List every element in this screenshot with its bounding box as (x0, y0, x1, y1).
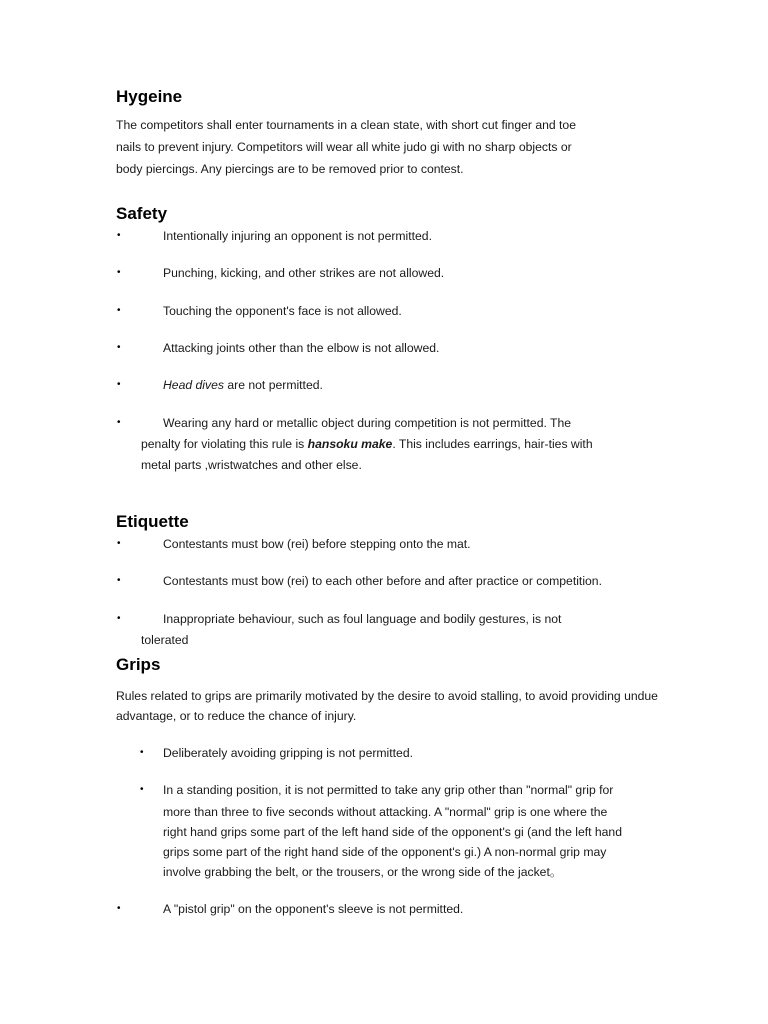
hygiene-line-3: body piercings. Any piercings are to be removed prior to contest. (116, 162, 464, 176)
etiquette-item-2: Contestants must bow (rei) to each other before and after practice or competition. (163, 574, 602, 588)
safety-item-5-rest: are not permitted. (223, 378, 323, 392)
bullet-icon: • (117, 417, 121, 428)
bullet-icon: • (140, 747, 144, 758)
safety-item-6-line-1: Wearing any hard or metallic object during competition is not permitted. The (163, 416, 572, 430)
etiquette-heading: Etiquette (116, 512, 189, 531)
safety-item-4: Attacking joints other than the elbow is not allowed. (163, 341, 440, 355)
hygiene-line-1: The competitors shall enter tournaments in a clean state, with short cut finger and toe (116, 118, 576, 132)
grips-item-3: A "pistol grip" on the opponent's sleeve is not permitted. (163, 902, 464, 916)
hansoku-make-term: hansoku make (307, 437, 393, 451)
safety-item-5 (163, 377, 323, 393)
grips-item-1: Deliberately avoiding gripping is not permitted. (163, 746, 413, 760)
bullet-icon: • (117, 230, 121, 241)
bullet-icon: • (117, 379, 121, 390)
safety-heading: Safety (116, 204, 168, 223)
grips-intro-line-2: advantage, or to reduce the chance of injury. (116, 709, 357, 723)
hygiene-line-2: nails to prevent injury. Competitors will wear all white judo gi with no sharp objects or (116, 140, 572, 154)
bullet-icon: • (117, 613, 121, 624)
safety-item-6-line-2-post: . This includes earrings, hair-ties with (392, 437, 593, 451)
safety-item-6-line-2-pre: penalty for violating this rule is (141, 437, 308, 451)
grips-heading: Grips (116, 655, 161, 674)
etiquette-item-1: Contestants must bow (rei) before stepping onto the mat. (163, 537, 471, 551)
grips-item-2-line-3: right hand grips some part of the left hand side of the opponent's gi (and the left hand (163, 825, 622, 839)
grips-item-2-line-5: involve grabbing the belt, or the trousers, or the wrong side of the jacket。 (163, 865, 563, 879)
safety-item-1: Intentionally injuring an opponent is not permitted. (163, 229, 432, 243)
bullet-icon: • (117, 342, 121, 353)
safety-item-6-line-3: metal parts ,wristwatches and other else. (141, 458, 362, 472)
etiquette-item-3-line-1: Inappropriate behaviour, such as foul language and bodily gestures, is not (163, 612, 562, 626)
grips-intro-line-1: Rules related to grips are primarily motivated by the desire to avoid stalling, to avoid providing undue (116, 689, 658, 703)
bullet-icon: • (140, 784, 144, 795)
head-dives-term: Head dives (163, 378, 224, 392)
bullet-icon: • (117, 538, 121, 549)
etiquette-item-3-line-2: tolerated (141, 633, 189, 647)
safety-item-3: Touching the opponent's face is not allowed. (163, 304, 402, 318)
grips-item-2-line-4: grips some part of the right hand side of the opponent's gi.) A non-normal grip may (163, 845, 607, 859)
bullet-icon: • (117, 903, 121, 914)
bullet-icon: • (117, 575, 121, 586)
grips-item-2-line-1: In a standing position, it is not permitted to take any grip other than "normal" grip for (163, 783, 614, 797)
bullet-icon: • (117, 305, 121, 316)
grips-item-2-line-2: more than three to five seconds without attacking. A "normal" grip is one where the (163, 805, 608, 819)
safety-item-6-line-2 (141, 436, 593, 452)
safety-item-2: Punching, kicking, and other strikes are not allowed. (163, 266, 445, 280)
bullet-icon: • (117, 267, 121, 278)
hygiene-heading: Hygeine (116, 87, 183, 106)
